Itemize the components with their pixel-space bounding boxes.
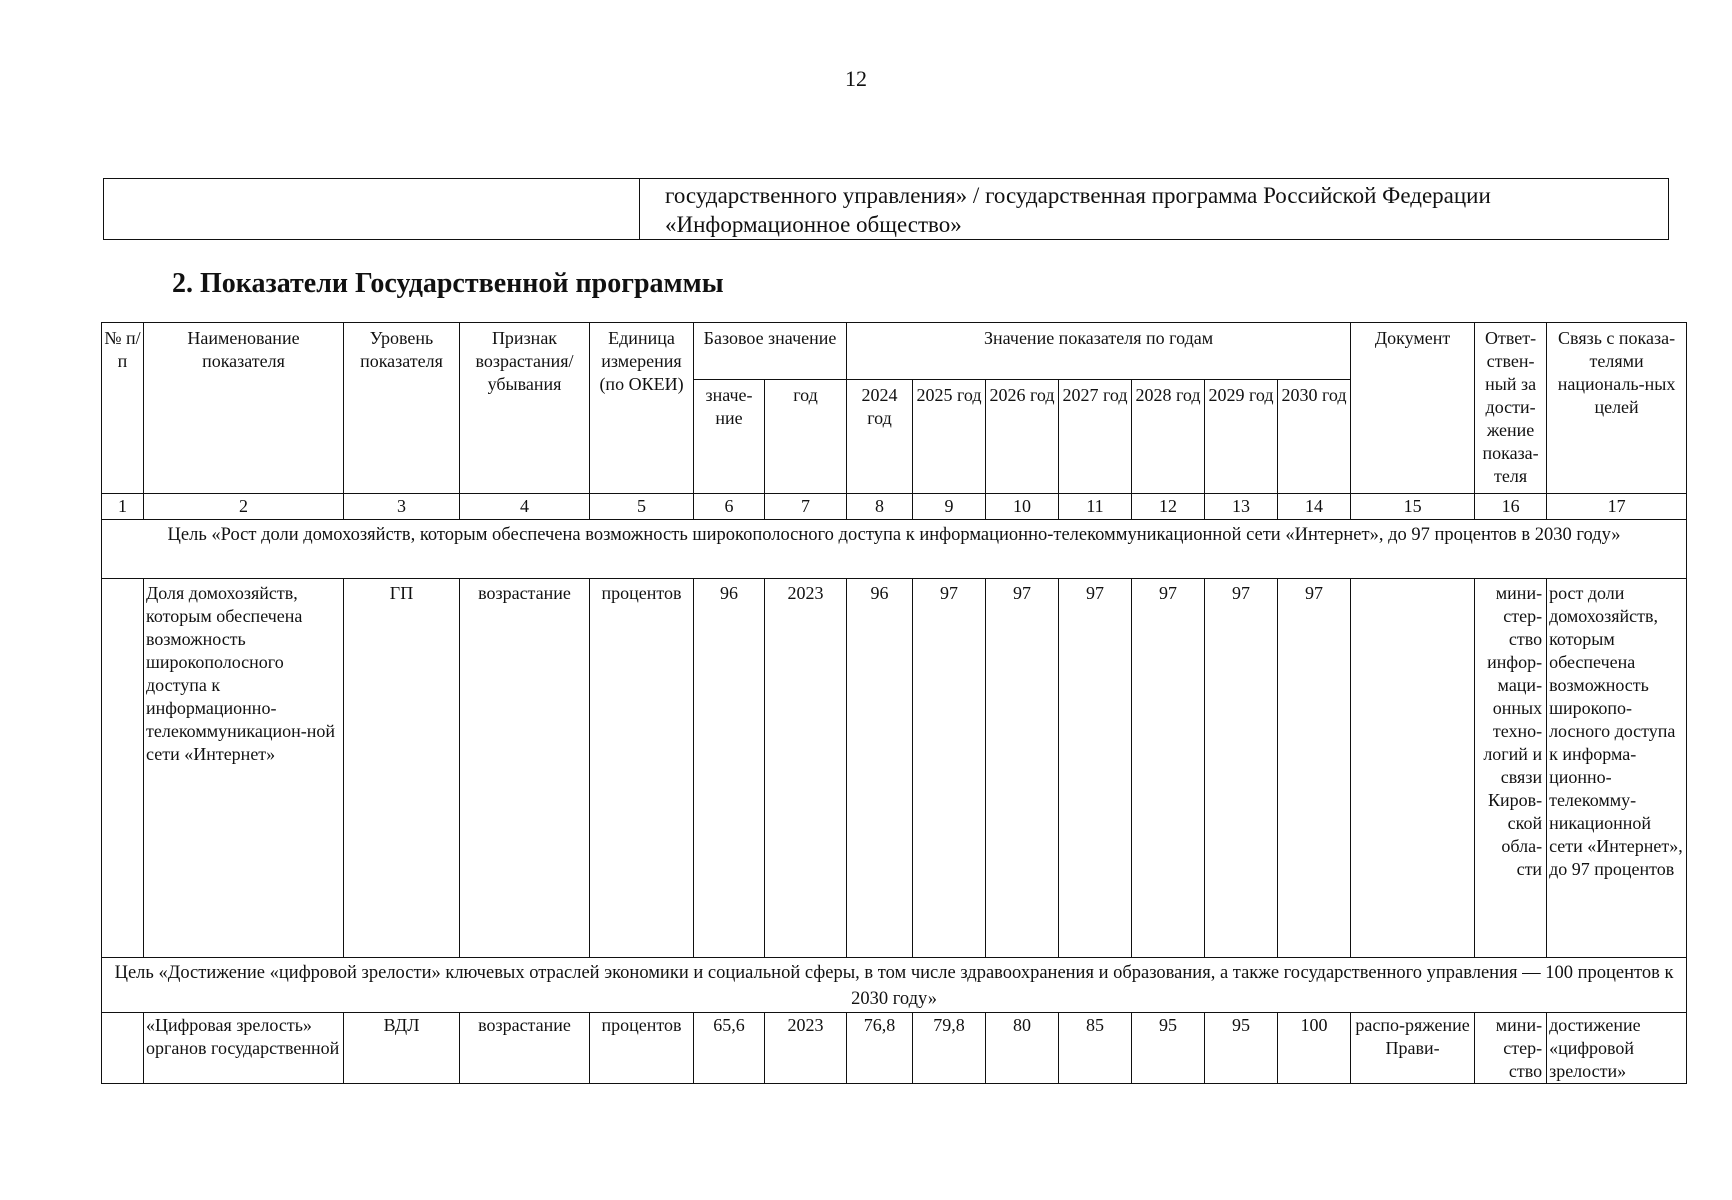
continuation-empty-cell [104, 179, 640, 240]
base-year: 2023 [765, 579, 847, 958]
responsible: мини-стер-ство инфор-маци-онных техно-логий и связи Киров-ской обла-сти [1475, 579, 1547, 958]
indicators-table [101, 322, 1687, 1084]
indicator-level: ГП [344, 579, 460, 958]
continuation-table [103, 178, 1669, 240]
document [1351, 579, 1475, 958]
header-year-2026: 2026 год [986, 380, 1059, 494]
document: распо-ряжение Прави- [1351, 1013, 1475, 1084]
indicator-sign: возрастание [460, 1013, 590, 1084]
column-number: 11 [1059, 494, 1132, 520]
header-unit: Единица измерения (по ОКЕИ) [590, 323, 694, 494]
table-row [102, 1013, 1687, 1084]
header-base-value: значе-ние [694, 380, 765, 494]
value-2024: 96 [847, 579, 913, 958]
table-row [102, 579, 1687, 958]
goal-2-text: Цель «Достижение «цифровой зрелости» ключевых отраслей экономики и социальной сферы, в том числе здравоохранения и образования, а также государственного управления — 100 процентов к 2030 году» [102, 958, 1687, 1013]
column-number: 14 [1278, 494, 1351, 520]
header-base: Базовое значение [694, 323, 847, 380]
column-number: 10 [986, 494, 1059, 520]
responsible: мини-стер-ство [1475, 1013, 1547, 1084]
header-row-top [102, 323, 1687, 380]
section-title: 2. Показатели Государственной программы [172, 268, 724, 299]
header-year-2030: 2030 год [1278, 380, 1351, 494]
column-number: 16 [1475, 494, 1547, 520]
column-number: 17 [1547, 494, 1687, 520]
header-document: Документ [1351, 323, 1475, 494]
column-number: 9 [913, 494, 986, 520]
header-name: Наименование показателя [144, 323, 344, 494]
header-year-2027: 2027 год [1059, 380, 1132, 494]
header-sign: Признак возрастания/ убывания [460, 323, 590, 494]
column-number: 5 [590, 494, 694, 520]
header-year-2024: 2024 год [847, 380, 913, 494]
header-num: № п/п [102, 323, 144, 494]
column-number: 7 [765, 494, 847, 520]
base-value: 96 [694, 579, 765, 958]
value-2028: 95 [1132, 1013, 1205, 1084]
header-years-group: Значение показателя по годам [847, 323, 1351, 380]
indicator-level: ВДЛ [344, 1013, 460, 1084]
continuation-line-1: государственного управления» / государственная программа Российской Федерации [665, 183, 1491, 208]
base-year: 2023 [765, 1013, 847, 1084]
continuation-line-2: «Информационное общество» [665, 212, 962, 237]
indicator-unit: процентов [590, 579, 694, 958]
national-goal-link: рост доли домохозяйств, которым обеспечена возможность широкопо-лосного доступа к информа-ционно-телекомму-никационной сети «Интернет», до 97 процентов [1547, 579, 1687, 958]
header-year-2029: 2029 год [1205, 380, 1278, 494]
value-2030: 97 [1278, 579, 1351, 958]
column-number: 8 [847, 494, 913, 520]
value-2026: 97 [986, 579, 1059, 958]
value-2025: 97 [913, 579, 986, 958]
value-2029: 97 [1205, 579, 1278, 958]
national-goal-link: достижение «цифровой зрелости» [1547, 1013, 1687, 1084]
value-2028: 97 [1132, 579, 1205, 958]
column-number: 2 [144, 494, 344, 520]
value-2027: 97 [1059, 579, 1132, 958]
header-level: Уровень показателя [344, 323, 460, 494]
indicator-unit: процентов [590, 1013, 694, 1084]
base-value: 65,6 [694, 1013, 765, 1084]
header-link: Связь с показа-телями националь-ных целей [1547, 323, 1687, 494]
column-number-row [102, 494, 1687, 520]
value-2029: 95 [1205, 1013, 1278, 1084]
indicator-name: Доля домохозяйств, которым обеспечена возможность широкополосного доступа к информационно-телекоммуникацион-ной сети «Интернет» [144, 579, 344, 958]
column-number: 6 [694, 494, 765, 520]
column-number: 3 [344, 494, 460, 520]
indicator-sign: возрастание [460, 579, 590, 958]
header-year-2025: 2025 год [913, 380, 986, 494]
header-base-year: год [765, 380, 847, 494]
column-number: 1 [102, 494, 144, 520]
goal-row-1 [102, 520, 1687, 579]
continuation-text-cell [640, 179, 1669, 240]
value-2027: 85 [1059, 1013, 1132, 1084]
header-year-2028: 2028 год [1132, 380, 1205, 494]
header-responsible: Ответ-ствен-ный за дости-жение показа-теля [1475, 323, 1547, 494]
row-num [102, 579, 144, 958]
page-number: 12 [845, 66, 867, 91]
column-number: 15 [1351, 494, 1475, 520]
goal-row-2 [102, 958, 1687, 1013]
value-2024: 76,8 [847, 1013, 913, 1084]
value-2030: 100 [1278, 1013, 1351, 1084]
goal-1-text: Цель «Рост доли домохозяйств, которым обеспечена возможность широкополосного доступа к информационно-телекоммуникационной сети «Интернет», до 97 процентов в 2030 году» [102, 520, 1687, 579]
value-2025: 79,8 [913, 1013, 986, 1084]
column-number: 13 [1205, 494, 1278, 520]
column-number: 12 [1132, 494, 1205, 520]
value-2026: 80 [986, 1013, 1059, 1084]
column-number: 4 [460, 494, 590, 520]
indicator-name: «Цифровая зрелость» органов государственной [144, 1013, 344, 1084]
row-num [102, 1013, 144, 1084]
